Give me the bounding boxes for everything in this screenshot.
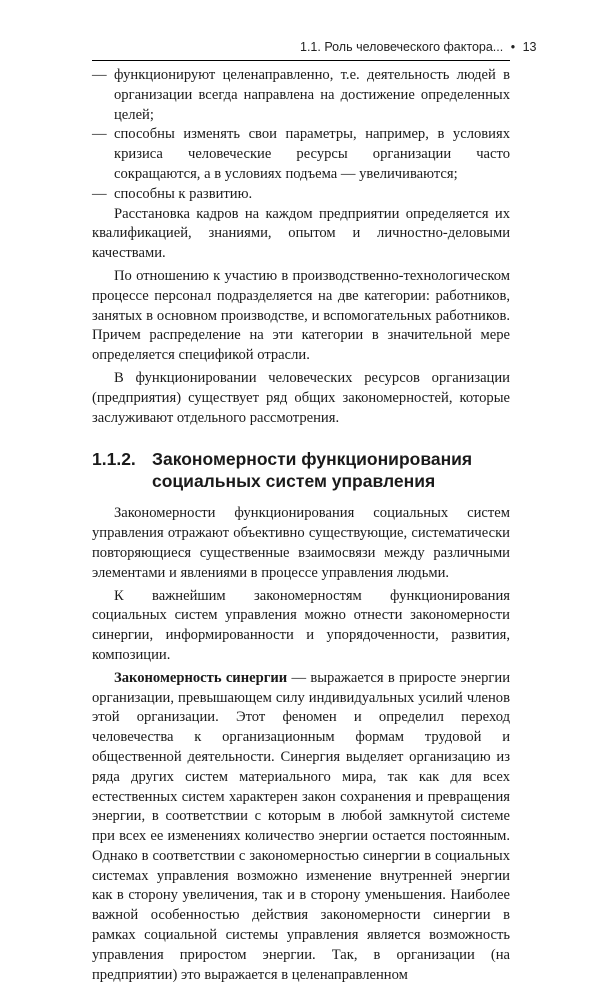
chapter-title: 1.1. Роль человеческого фактора... [300, 40, 504, 54]
list-item-text: функционируют целенаправленно, т.е. деятельность людей в организации всегда направлена на достижение определенных целей; [114, 67, 510, 123]
paragraph: Закономерности функционирования социальных систем управления отражают объективно существующие, систематически повторяющиеся существенные взаимосвязи между различными элементами и явлениями в процессе управления людьми. [92, 505, 510, 581]
term-synergy: Закономерность синергии [114, 669, 288, 686]
synergy-definition: — выражается в приросте энергии организации, превышающем силу индивидуальных усилий членов этой организации. Этот феномен и определил переход человечества к организационным формам трудовой и общественной деятельности. Синергия выделяет организацию из ряда других систем материального мира, так как для всех естественных систем характерен закон сохранения и превращения энергии, в соответствии с которым в любой замкнутой системе при всех ее изменениях количество энергии остается постоянным. Однако в соответствии с закономерностью синергии в социальных системах управления возможно изменение внутренней энергии как в сторону увеличения, так и в сторону уменьшения. Наиболее важной особенностью действия закономерности синергии в рамках социальной системы управления является возможность управления приростом энергии. Так, в организации (на предприятии) это выражается в целенаправленном [92, 669, 511, 983]
list-dash: — [92, 67, 107, 83]
list-item [92, 66, 510, 125]
paragraph: Расстановка кадров на каждом предприятии определяется их квалификацией, знаниями, опытом и личностно-деловыми качествами. [92, 205, 510, 262]
paragraph: К важнейшим закономерностям функционирования социальных систем управления можно отнести закономерности синергии, информированности и упорядоченности, развития, композиции. [92, 587, 510, 663]
section-title: Закономерности функционирования социальных систем управления [152, 449, 473, 492]
list-item-text: способны изменять свои параметры, например, в условиях кризиса человеческие ресурсы организации часто сокращаются, а в условиях подъема — увеличиваются; [114, 126, 510, 182]
list-item [92, 185, 510, 205]
section-number: 1.1.2. [92, 449, 136, 470]
section-heading [92, 448, 510, 492]
header-rule [92, 60, 510, 61]
list-item-text: способны к развитию. [114, 185, 253, 202]
paragraph-synergy [92, 669, 510, 985]
list-item [92, 125, 510, 184]
page-body [92, 66, 510, 985]
running-head [300, 40, 537, 58]
list-dash: — [92, 185, 107, 202]
paragraph: В функционировании человеческих ресурсов организации (предприятия) существует ряд общих закономерностей, которые заслуживают отдельного рассмотрения. [92, 369, 510, 426]
list-dash: — [92, 126, 107, 143]
header-bullet: • [510, 40, 516, 54]
paragraph: По отношению к участию в производственно-технологическом процессе персонал подразделяется на две категории: работников, занятых в основном производстве, и вспомогательных работников. Причем распределение на эти категории в значительной мере определяется спецификой отрасли. [92, 267, 510, 364]
page-number: 13 [522, 40, 537, 54]
